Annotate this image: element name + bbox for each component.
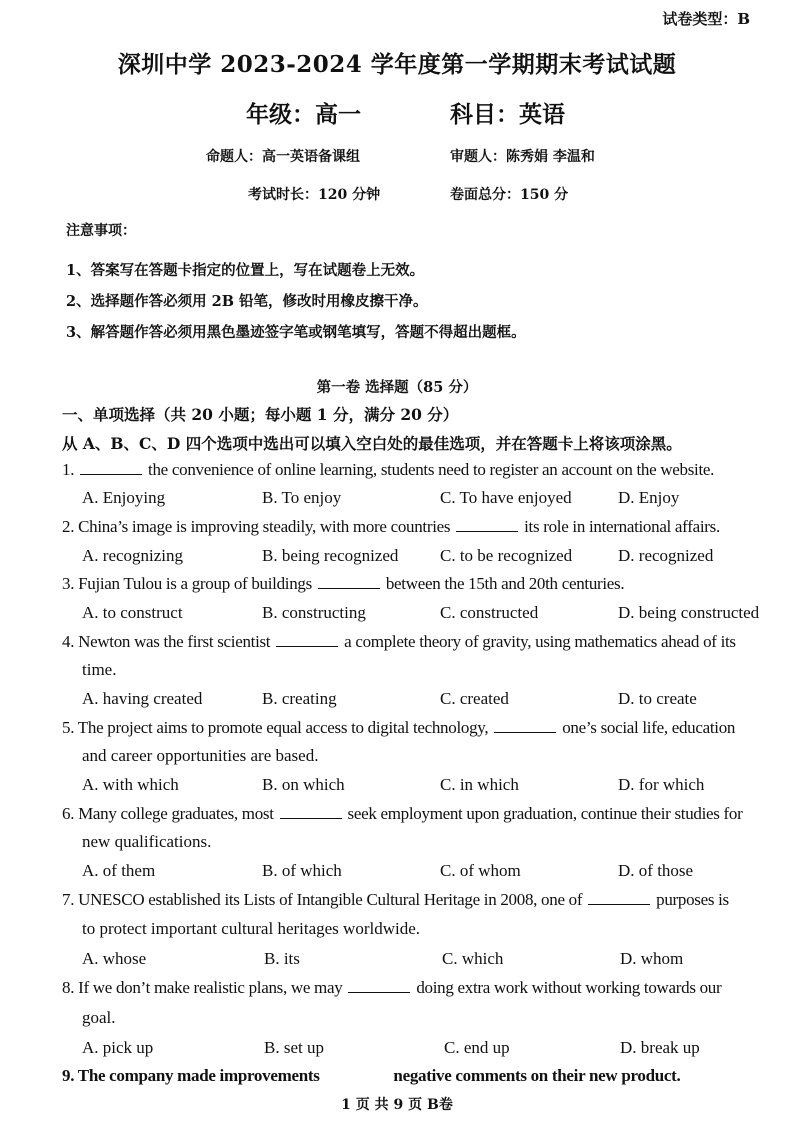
option: C. To have enjoyed (440, 488, 572, 507)
answer-blank (280, 806, 342, 819)
note-item: 3、解答题作答必须用黑色墨迹签字笔或钢笔填写，答题不得超出题框。 (66, 324, 526, 341)
question-text: 4. Newton was the first scientist (62, 632, 275, 651)
option: A. whose (82, 949, 147, 968)
answer-blank (80, 462, 142, 475)
option: D. to create (618, 689, 697, 708)
answer-blank (325, 1068, 387, 1081)
page-footer: 1 页 共 9 页 B卷 (341, 1097, 453, 1113)
option: A. pick up (82, 1038, 154, 1057)
grade-label: 年级：高一 (246, 101, 361, 128)
reviewer-label: 审题人：陈秀娟 李温和 (450, 149, 595, 165)
option: B. To enjoy (262, 488, 342, 507)
question-1 (62, 460, 714, 480)
option: C. end up (444, 1038, 510, 1057)
question-text: 3. Fujian Tulou is a group of buildings (62, 574, 316, 593)
notes-title: 注意事项： (66, 223, 136, 239)
question-2 (62, 517, 720, 537)
question-text: the convenience of online learning, students need to register an account on the website. (144, 460, 715, 479)
option: A. with which (82, 775, 179, 794)
question-text: one’s social life, education (558, 718, 736, 737)
option: D. recognized (618, 546, 714, 565)
option: D. for which (618, 775, 705, 794)
option: A. to construct (82, 603, 183, 622)
question-6 (62, 804, 742, 824)
question-text: negative comments on their new product. (389, 1066, 681, 1085)
option: C. created (440, 689, 509, 708)
option: C. constructed (440, 603, 539, 622)
option: D. of those (618, 861, 694, 880)
question-text: seek employment upon graduation, continue their studies for (343, 804, 743, 823)
question-text: 2. China’s image is improving steadily, with more countries (62, 517, 455, 536)
question-9 (62, 1066, 680, 1086)
question-text: 6. Many college graduates, most (62, 804, 278, 823)
option: D. Enjoy (618, 488, 680, 507)
question-text: 7. UNESCO established its Lists of Intangible Cultural Heritage in 2008, one of (62, 890, 587, 909)
option: B. set up (264, 1038, 324, 1057)
question-text: 1. (62, 460, 79, 479)
subject-label: 科目：英语 (450, 101, 565, 128)
question-3 (62, 574, 624, 594)
paper-type-label: 试卷类型：B (662, 10, 750, 28)
answer-blank (588, 892, 650, 905)
answer-blank (318, 576, 380, 589)
option: B. its (264, 949, 300, 968)
part-title: 一、单项选择（共 20 小题；每小题 1 分，满分 20 分） (62, 405, 459, 424)
question-continuation: and career opportunities are based. (82, 746, 319, 765)
question-8 (62, 978, 721, 998)
option: C. of whom (440, 861, 521, 880)
question-text: 9. The company made improvements (62, 1066, 324, 1085)
answer-blank (348, 980, 410, 993)
question-text: 8. If we don’t make realistic plans, we may (62, 978, 347, 997)
option: A. of them (82, 861, 156, 880)
question-text: doing extra work without working towards our (412, 978, 722, 997)
option: C. to be recognized (440, 546, 573, 565)
option: D. being constructed (618, 603, 760, 622)
option: B. creating (262, 689, 337, 708)
question-text: 5. The project aims to promote equal access to digital technology, (62, 718, 493, 737)
question-continuation: to protect important cultural heritages worldwide. (82, 919, 421, 938)
question-text: purposes is (652, 890, 729, 909)
instruction-text: 从 A、B、C、D 四个选项中选出可以填入空白处的最佳选项，并在答题卡上将该项涂黑。 (62, 434, 682, 453)
option: B. being recognized (262, 546, 399, 565)
option: D. break up (620, 1038, 700, 1057)
total-score-label: 卷面总分：150 分 (450, 187, 569, 203)
answer-blank (456, 519, 518, 532)
question-text: between the 15th and 20th centuries. (381, 574, 625, 593)
answer-blank (276, 634, 338, 647)
exam-title: 深圳中学 2023-2024 学年度第一学期期末考试试题 (117, 51, 677, 78)
option: B. constructing (262, 603, 366, 622)
answer-blank (494, 720, 556, 733)
option: D. whom (620, 949, 684, 968)
question-5 (62, 718, 735, 738)
option: A. recognizing (82, 546, 184, 565)
question-7 (62, 890, 729, 910)
duration-label: 考试时长：120 分钟 (248, 187, 381, 203)
question-text: its role in international affairs. (520, 517, 720, 536)
question-continuation: new qualifications. (82, 832, 212, 851)
section-title: 第一卷 选择题（85 分） (316, 379, 478, 396)
question-continuation: time. (82, 660, 117, 679)
setter-label: 命题人：高一英语备课组 (206, 149, 360, 165)
note-item: 1、答案写在答题卡指定的位置上，写在试题卷上无效。 (66, 262, 425, 279)
note-item: 2、选择题作答必须用 2B 铅笔，修改时用橡皮擦干净。 (66, 293, 428, 310)
question-continuation: goal. (82, 1008, 116, 1027)
question-4 (62, 632, 736, 652)
option: A. Enjoying (82, 488, 166, 507)
option: C. which (442, 949, 504, 968)
option: B. of which (262, 861, 342, 880)
option: C. in which (440, 775, 519, 794)
question-text: a complete theory of gravity, using mathematics ahead of its (340, 632, 736, 651)
option: A. having created (82, 689, 203, 708)
option: B. on which (262, 775, 345, 794)
